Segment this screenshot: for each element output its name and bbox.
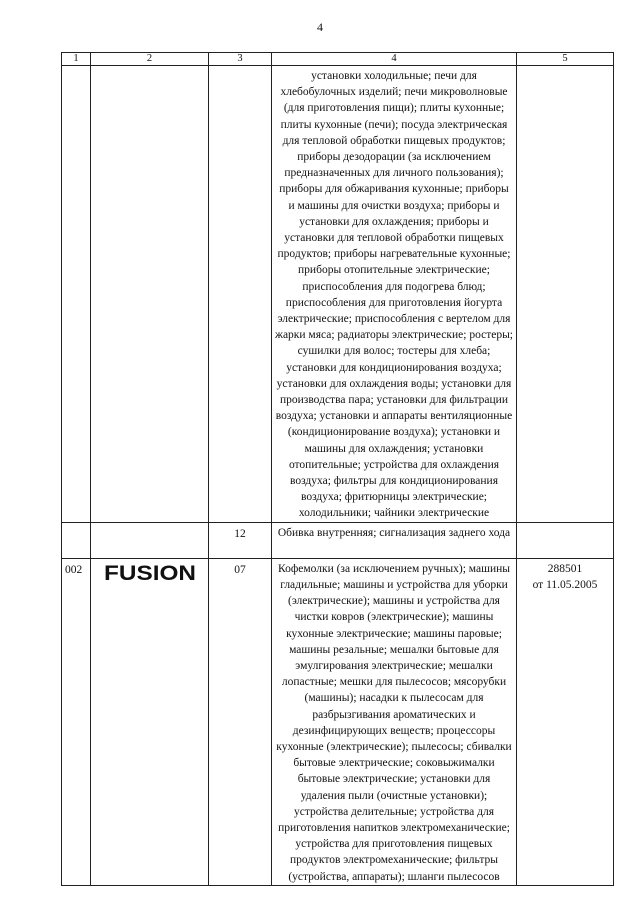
table-row (62, 66, 614, 523)
trademark-logo (102, 562, 198, 584)
mark-cell (91, 522, 209, 558)
goods-list: установки холодильные; печи для хлебобулочных изделий; печи микроволновые (для приготовления пищи); плиты кухонные; плиты кухонные (печи); посуда электрическая для тепловой обработки пищевых продуктов; приборы дезодорации (за исключением предназначенных для личного пользования); приборы для обжаривания кухонные; приборы и машины для очистки воздуха; приборы и установки для охлаждения; приборы и установки для тепловой обработки пищевых продуктов; приборы нагревательные кухонные; приборы отопительные электрические; приспособления для подогрева блюд; приспособления для приготовления йогурта электрические; приспособления с вертелом для жарки мяса; радиаторы электрические; ростеры; сушилки для волос; тостеры для хлеба; установки для кондиционирования воздуха; установки для охлаждения воды; установки для производства пара; установки для фильтрации воздуха; установки и аппараты вентиляционные (кондиционирование воздуха); установки и машины для охлаждения; установки отопительные; устройства для охлаждения воздуха; фильтры для кондиционирования воздуха; фритюрницы электрические; холодильники; чайники электрические (272, 66, 517, 523)
registration-date: от 11.05.2005 (532, 578, 598, 591)
column-header: 5 (517, 53, 614, 66)
table-row (62, 522, 614, 558)
class-number: 12 (209, 522, 272, 558)
column-header: 1 (62, 53, 91, 66)
column-header: 2 (91, 53, 209, 66)
goods-list: Кофемолки (за исключением ручных); машины гладильные; машины и устройства для уборки (электрические); машины и устройства для чистки ковров (электрические); машины кухонные электрические; машины паровые; машины резальные; мешалки бытовые для эмулгирования электрические; мешалки лопастные; мешки для пылесосов; мясорубки (машины); насадки к пылесосам для разбрызгивания ароматических и дезинфицирующих веществ; процессоры кухонные (электрические); пылесосы; сбивалки бытовые электрические; соковыжималки бытовые электрические; установки для удаления пыли (очистные установки); устройства делительные; устройства для приготовления напитков электромеханические; устройства для приготовления пищевых продуктов электромеханические; фильтры (устройства, аппараты); шланги пылесосов (272, 558, 517, 885)
registration-number: 288501 (547, 562, 583, 575)
class-number (209, 66, 272, 523)
header-row (62, 53, 614, 66)
trademark-logo-text: FUSION (103, 561, 196, 584)
column-header: 4 (272, 53, 517, 66)
row-number (62, 66, 91, 523)
mark-cell (91, 66, 209, 523)
column-header: 3 (209, 53, 272, 66)
registry-table (61, 52, 614, 886)
page-number: 4 (317, 20, 323, 34)
mark-cell (91, 558, 209, 885)
table-row (62, 558, 614, 885)
class-number: 07 (209, 558, 272, 885)
registration-cell (517, 558, 614, 885)
row-number (62, 522, 91, 558)
goods-list: Обивка внутренняя; сигнализация заднего хода (272, 522, 517, 558)
registration-cell (517, 66, 614, 523)
registration-cell (517, 522, 614, 558)
row-number: 002 (62, 558, 91, 885)
